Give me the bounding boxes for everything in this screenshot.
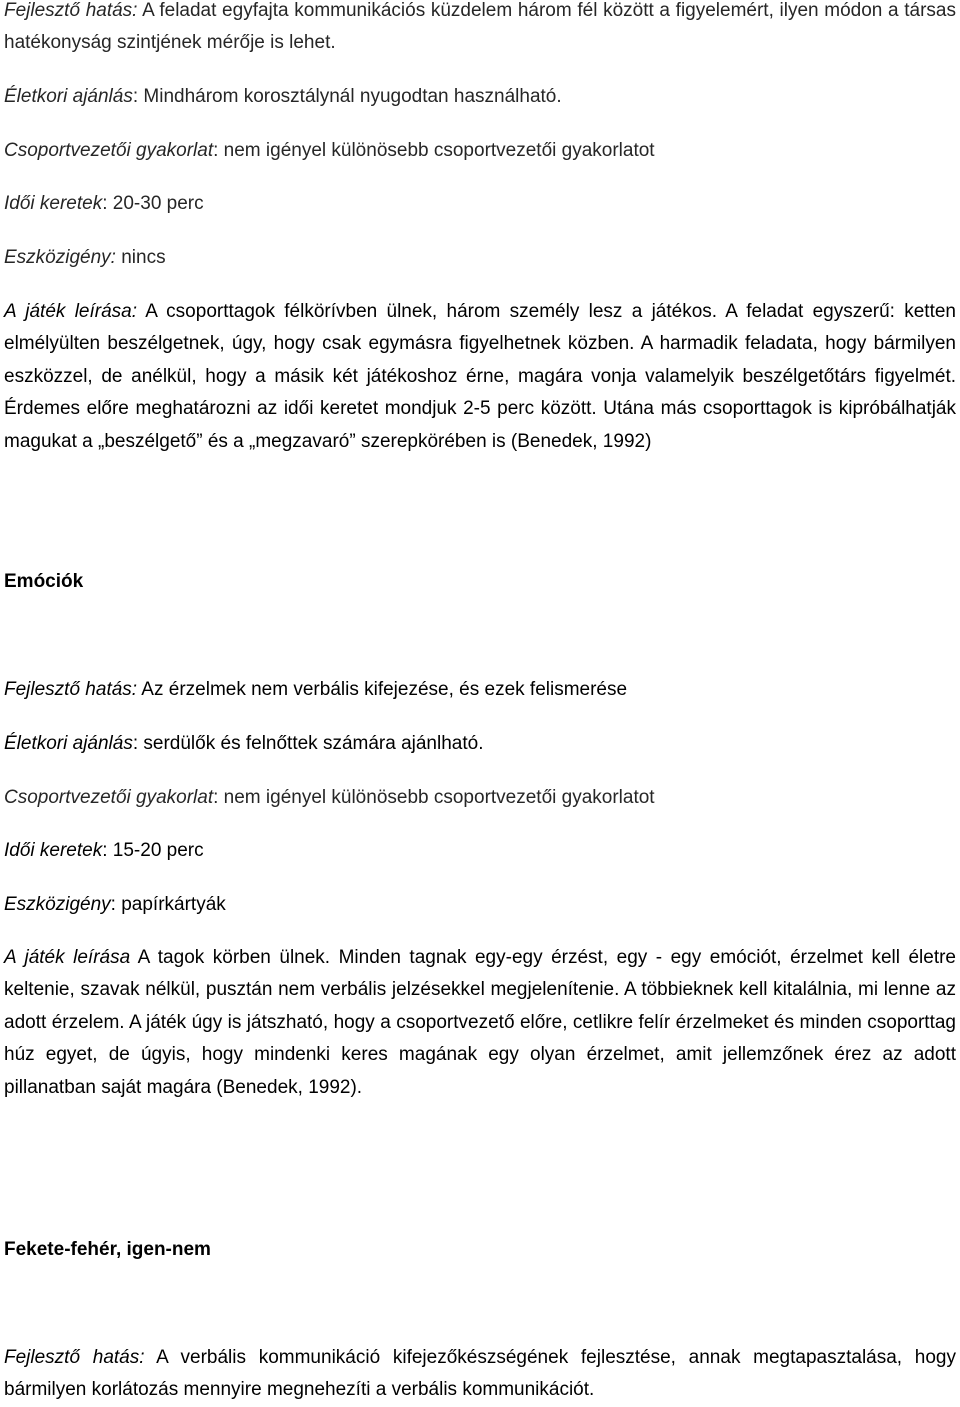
b2-idoi-text: : 15-20 perc [102, 840, 204, 861]
b2-eletkori-label: Életkori ajánlás [4, 733, 133, 754]
b2-eszkoz-text: : papírkártyák [110, 894, 226, 915]
b1-csoport-label: Csoportvezetői gyakorlat [4, 140, 214, 161]
b3-fejleszto-label: Fejlesztő hatás: [4, 1347, 145, 1368]
b1-fejleszto-text: A feladat egyfajta kommunikációs küzdelem három fél között a figyelemért, ilyen módon a társas hatékonyság szintjének mérője is lehet. [4, 0, 956, 54]
b2-idoi-keretek [4, 835, 956, 867]
b1-fejleszto-label: Fejlesztő hatás: [4, 0, 138, 21]
b1-eletkori-ajanlas [4, 81, 956, 113]
b3-fejleszto-hatas [4, 1342, 956, 1407]
b1-idoi-keretek [4, 188, 956, 220]
b3-fejleszto-text: A verbális kommunikáció kifejezőkészségének fejlesztése, annak megtapasztalása, hogy bármilyen korlátozás mennyire megnehezíti a verbális kommunikációt. [4, 1347, 956, 1401]
b2-idoi-label: Idői keretek [4, 840, 103, 861]
b1-csoport-text: : nem igényel különösebb csoportvezetői gyakorlatot [213, 140, 655, 161]
b1-eszkoz-label: Eszközigény: [4, 247, 116, 268]
b2-csoport-label: Csoportvezetői gyakorlat [4, 787, 214, 808]
b2-fejleszto-label: Fejlesztő hatás: [4, 679, 138, 700]
b2-leiras-label: A játék leírása [4, 947, 131, 968]
b1-eletkori-text: : Mindhárom korosztálynál nyugodtan használható. [132, 86, 562, 107]
b1-eszkoz-text: nincs [115, 247, 166, 268]
fekete-feher-heading: Fekete-fehér, igen-nem [4, 1239, 211, 1260]
b2-eletkori-text: : serdülők és felnőttek számára ajánlható. [132, 733, 484, 754]
b1-csoportvezetoi-gyakorlat [4, 135, 956, 167]
b1-fejleszto-hatas [4, 0, 956, 60]
b2-jatek-leirasa [4, 942, 956, 1104]
b1-leiras-text: A csoporttagok félkörívben ülnek, három személy lesz a játékos. A feladat egyszerű: ketten elmélyülten beszélgetnek, úgy, hogy csak egymásra figyelhetnek közben. A harmadik feladata, hogy bármilyen eszközzel, de anélkül, hogy a másik két játékoshoz érne, magára vonja valamelyik beszélgetőtárs figyelmét. Érdemes előre meghatározni az idői keretet mondjuk 2-5 perc között. Utána más csoporttagok is kipróbálhatják magukat a „beszélgető” és a „megzavaró” szerepkörében is (Benedek, 1992) [4, 301, 956, 452]
b1-jatek-leirasa [4, 296, 956, 458]
b2-eletkori-ajanlas [4, 728, 956, 760]
b1-idoi-text: : 20-30 perc [102, 193, 204, 214]
b2-csoportvezetoi-gyakorlat [4, 782, 956, 814]
b2-csoport-text: : nem igényel különösebb csoportvezetői gyakorlatot [213, 787, 655, 808]
b2-fejleszto-text: Az érzelmek nem verbális kifejezése, és ezek felismerése [137, 679, 628, 700]
b1-eszkozigeny [4, 242, 956, 274]
emociok-heading: Emóciók [4, 571, 84, 592]
b1-leiras-label: A játék leírása: [4, 301, 138, 322]
b1-eletkori-label: Életkori ajánlás [4, 86, 133, 107]
b2-eszkozigeny [4, 889, 956, 921]
b1-idoi-label: Idői keretek [4, 193, 103, 214]
b2-eszkoz-label: Eszközigény [4, 894, 111, 915]
b2-leiras-text: A tagok körben ülnek. Minden tagnak egy-egy érzést, egy - egy emóciót, érzelmet kell életre keltenie, szavak nélkül, pusztán nem verbális jelzésekkel megjelenítenie. A többieknek kell kitalálnia, mi lenne az adott érzelem. A játék úgy is játszható, hogy a csoportvezető előre, cetlikre felír érzelmeket és minden csoporttag húz egyet, de úgyis, hogy mindenki keres magának egy olyan érzelmet, amit jellemzőnek érez az adott pillanatban saját magára (Benedek, 1992). [4, 947, 957, 1098]
b2-fejleszto-hatas [4, 674, 956, 706]
